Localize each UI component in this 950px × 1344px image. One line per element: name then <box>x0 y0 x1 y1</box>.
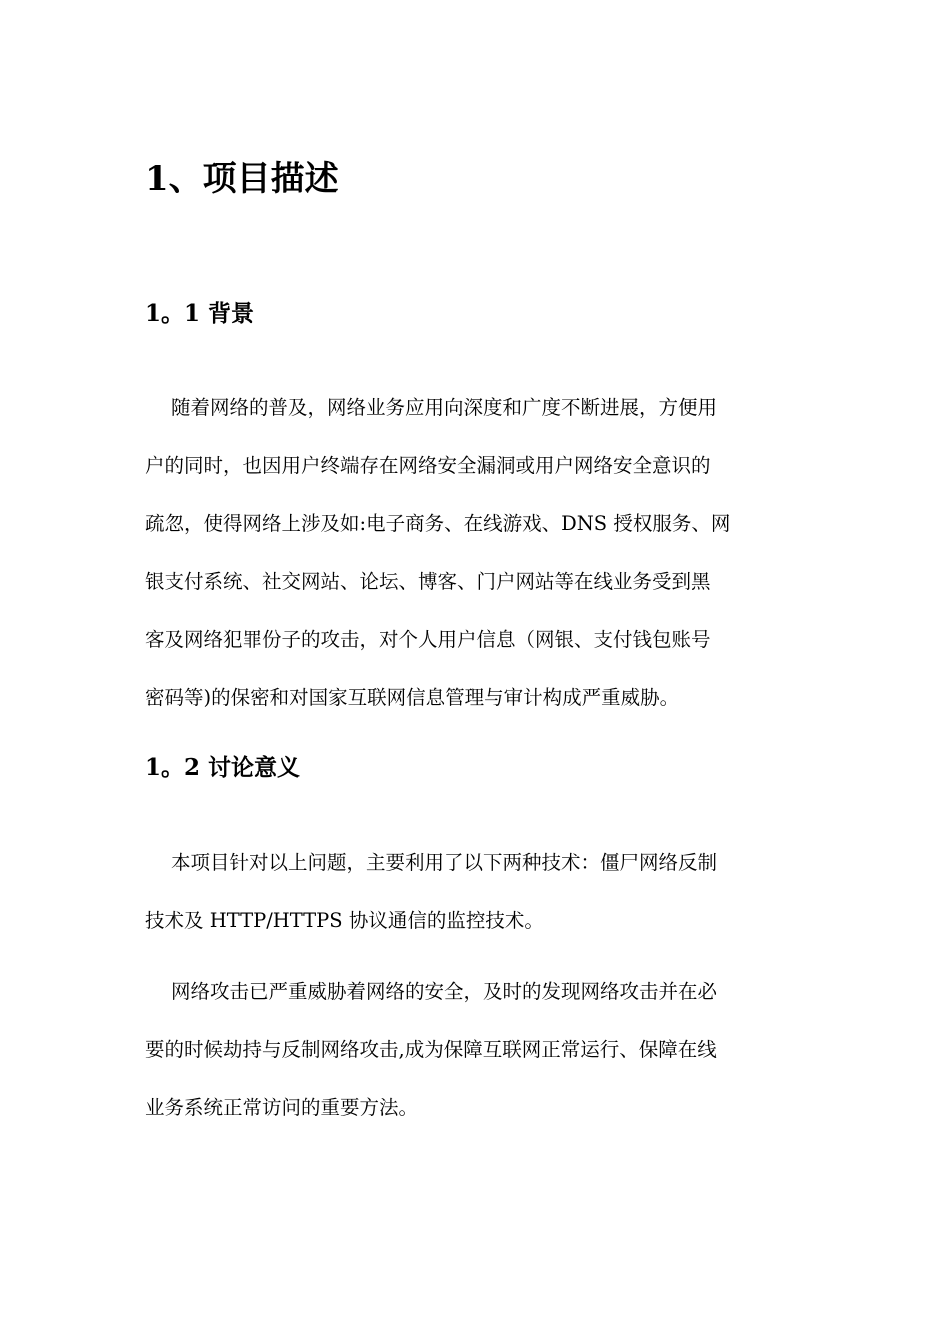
section-heading-background: 1。1 背景 <box>145 300 255 327</box>
section-heading-significance: 1。2 讨论意义 <box>145 754 301 781</box>
paragraph-background <box>145 379 805 727</box>
paragraph-line: 技术及 HTTP/HTTPS 协议通信的监控技术。 <box>145 909 544 932</box>
document-title: 1、项目描述 <box>145 159 339 199</box>
paragraph-line: 密码等)的保密和对国家互联网信息管理与审计构成严重威胁。 <box>145 686 680 709</box>
paragraph-significance-attacks <box>145 963 805 1137</box>
paragraph-line: 业务系统正常访问的重要方法。 <box>145 1096 419 1119</box>
paragraph-line: 要的时候劫持与反制网络攻击,成为保障互联网正常运行、保障在线 <box>145 1038 717 1061</box>
paragraph-line: 客及网络犯罪份子的攻击，对个人用户信息（网银、支付钱包账号 <box>145 628 711 651</box>
paragraph-line: 网络攻击已严重威胁着网络的安全，及时的发现网络攻击并在必 <box>171 980 718 1003</box>
paragraph-line: 本项目针对以上问题，主要利用了以下两种技术：僵尸网络反制 <box>171 851 718 874</box>
paragraph-line: 疏忽，使得网络上涉及如:电子商务、在线游戏、DNS 授权服务、网 <box>145 512 731 535</box>
paragraph-line: 户的同时，也因用户终端存在网络安全漏洞或用户网络安全意识的 <box>145 454 711 477</box>
paragraph-significance-techniques <box>145 834 805 950</box>
paragraph-line: 银支付系统、社交网站、论坛、博客、门户网站等在线业务受到黑 <box>145 570 711 593</box>
paragraph-line: 随着网络的普及，网络业务应用向深度和广度不断进展，方便用 <box>171 396 718 419</box>
